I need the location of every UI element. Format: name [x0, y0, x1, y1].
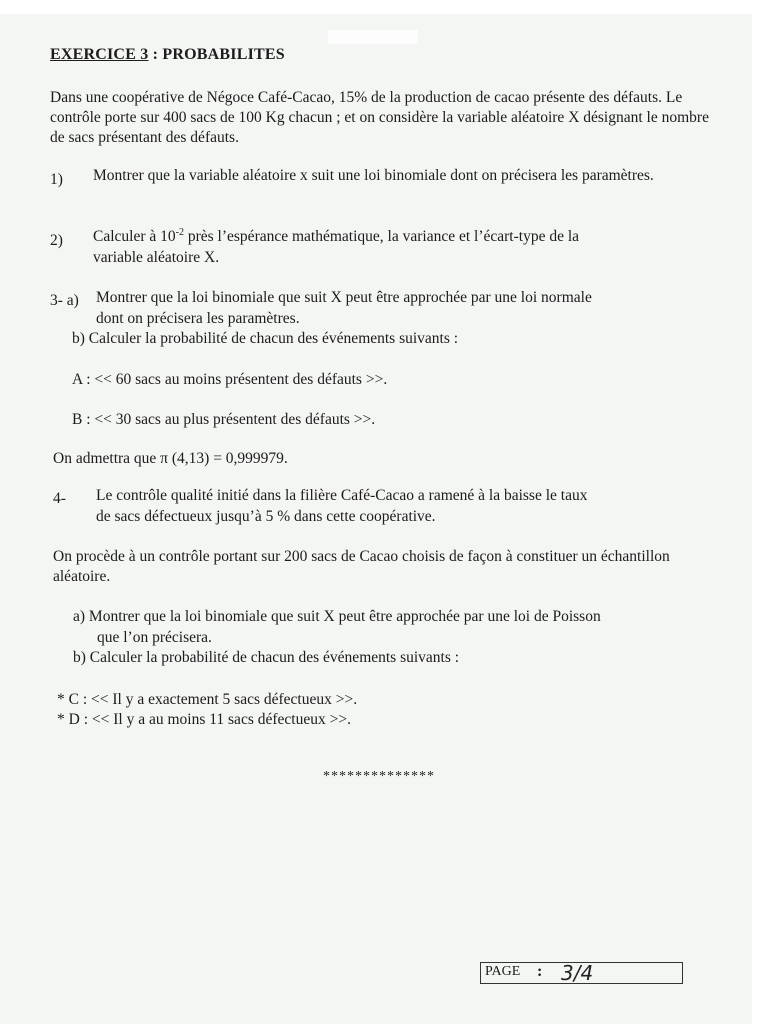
question-4-number: 4- [53, 490, 66, 507]
control-paragraph: On procède à un contrôle portant sur 200 sacs de Cacao choisis de façon à constituer un échantillon aléatoire. [53, 548, 670, 585]
scan-top-edge [0, 0, 768, 14]
admission-note: On admettra que π (4,13) = 0,999979. [53, 450, 288, 467]
question-3a-number: 3- a) [50, 292, 79, 309]
event-c: * C : << Il y a exactement 5 sacs défectueux >>. [57, 691, 358, 708]
question-2-number: 2) [50, 232, 63, 249]
event-b: B : << 30 sacs au plus présentent des défauts >>. [72, 411, 376, 428]
page-label: PAGE [485, 964, 521, 979]
intro-paragraph: Dans une coopérative de Négoce Café-Cacao, 15% de la production de cacao présente des défauts. Le contrôle porte sur 400 sacs de 100 Kg chacun ; et on considère la variable aléatoire X désignant le nombre de sacs présentant des défauts. [50, 89, 709, 146]
question-4b: b) Calculer la probabilité de chacun des événements suivants : [73, 649, 460, 666]
exercise-title [50, 45, 285, 65]
event-a: A : << 60 sacs au moins présentent des défauts >>. [72, 371, 388, 388]
exercise-title-subject: : PROBABILITES [148, 46, 285, 63]
question-2-line-1 [93, 227, 693, 247]
question-2-post: près l’espérance mathématique, la variance et l’écart-type de la [183, 228, 580, 245]
question-2-exponent: -2 [175, 226, 184, 238]
exercise-title-number: EXERCICE 3 [50, 46, 149, 63]
page-colon: : [537, 963, 543, 980]
question-3a-line-1: Montrer que la loi binomiale que suit X peut être approchée par une loi normale [96, 289, 592, 306]
question-4a-line-2: que l’on précisera. [97, 629, 212, 646]
event-d: * D : << Il y a au moins 11 sacs défectueux >>. [57, 711, 351, 728]
page-number-handwritten: 3/4 [561, 961, 594, 985]
question-4-line-1: Le contrôle qualité initié dans la filière Café-Cacao a ramené à la baisse le taux [96, 487, 588, 504]
question-3b: b) Calculer la probabilité de chacun des événements suivants : [72, 330, 459, 347]
erased-mark [328, 30, 418, 44]
page-number-box [480, 962, 683, 984]
question-4a-line-1: a) Montrer que la loi binomiale que suit X peut être approchée par une loi de Poisson [73, 608, 601, 625]
question-2-pre: Calculer à 10 [93, 228, 176, 245]
question-2-line-2: variable aléatoire X. [93, 249, 220, 266]
question-3a-line-2: dont on précisera les paramètres. [96, 310, 300, 327]
question-4-line-2: de sacs défectueux jusqu’à 5 % dans cette coopérative. [96, 508, 436, 525]
question-1-number: 1) [50, 171, 63, 188]
end-separator: ************** [323, 769, 435, 784]
question-1-text: Montrer que la variable aléatoire x suit une loi binomiale dont on précisera les paramètres. [93, 167, 654, 184]
scan-right-edge [752, 0, 768, 1024]
